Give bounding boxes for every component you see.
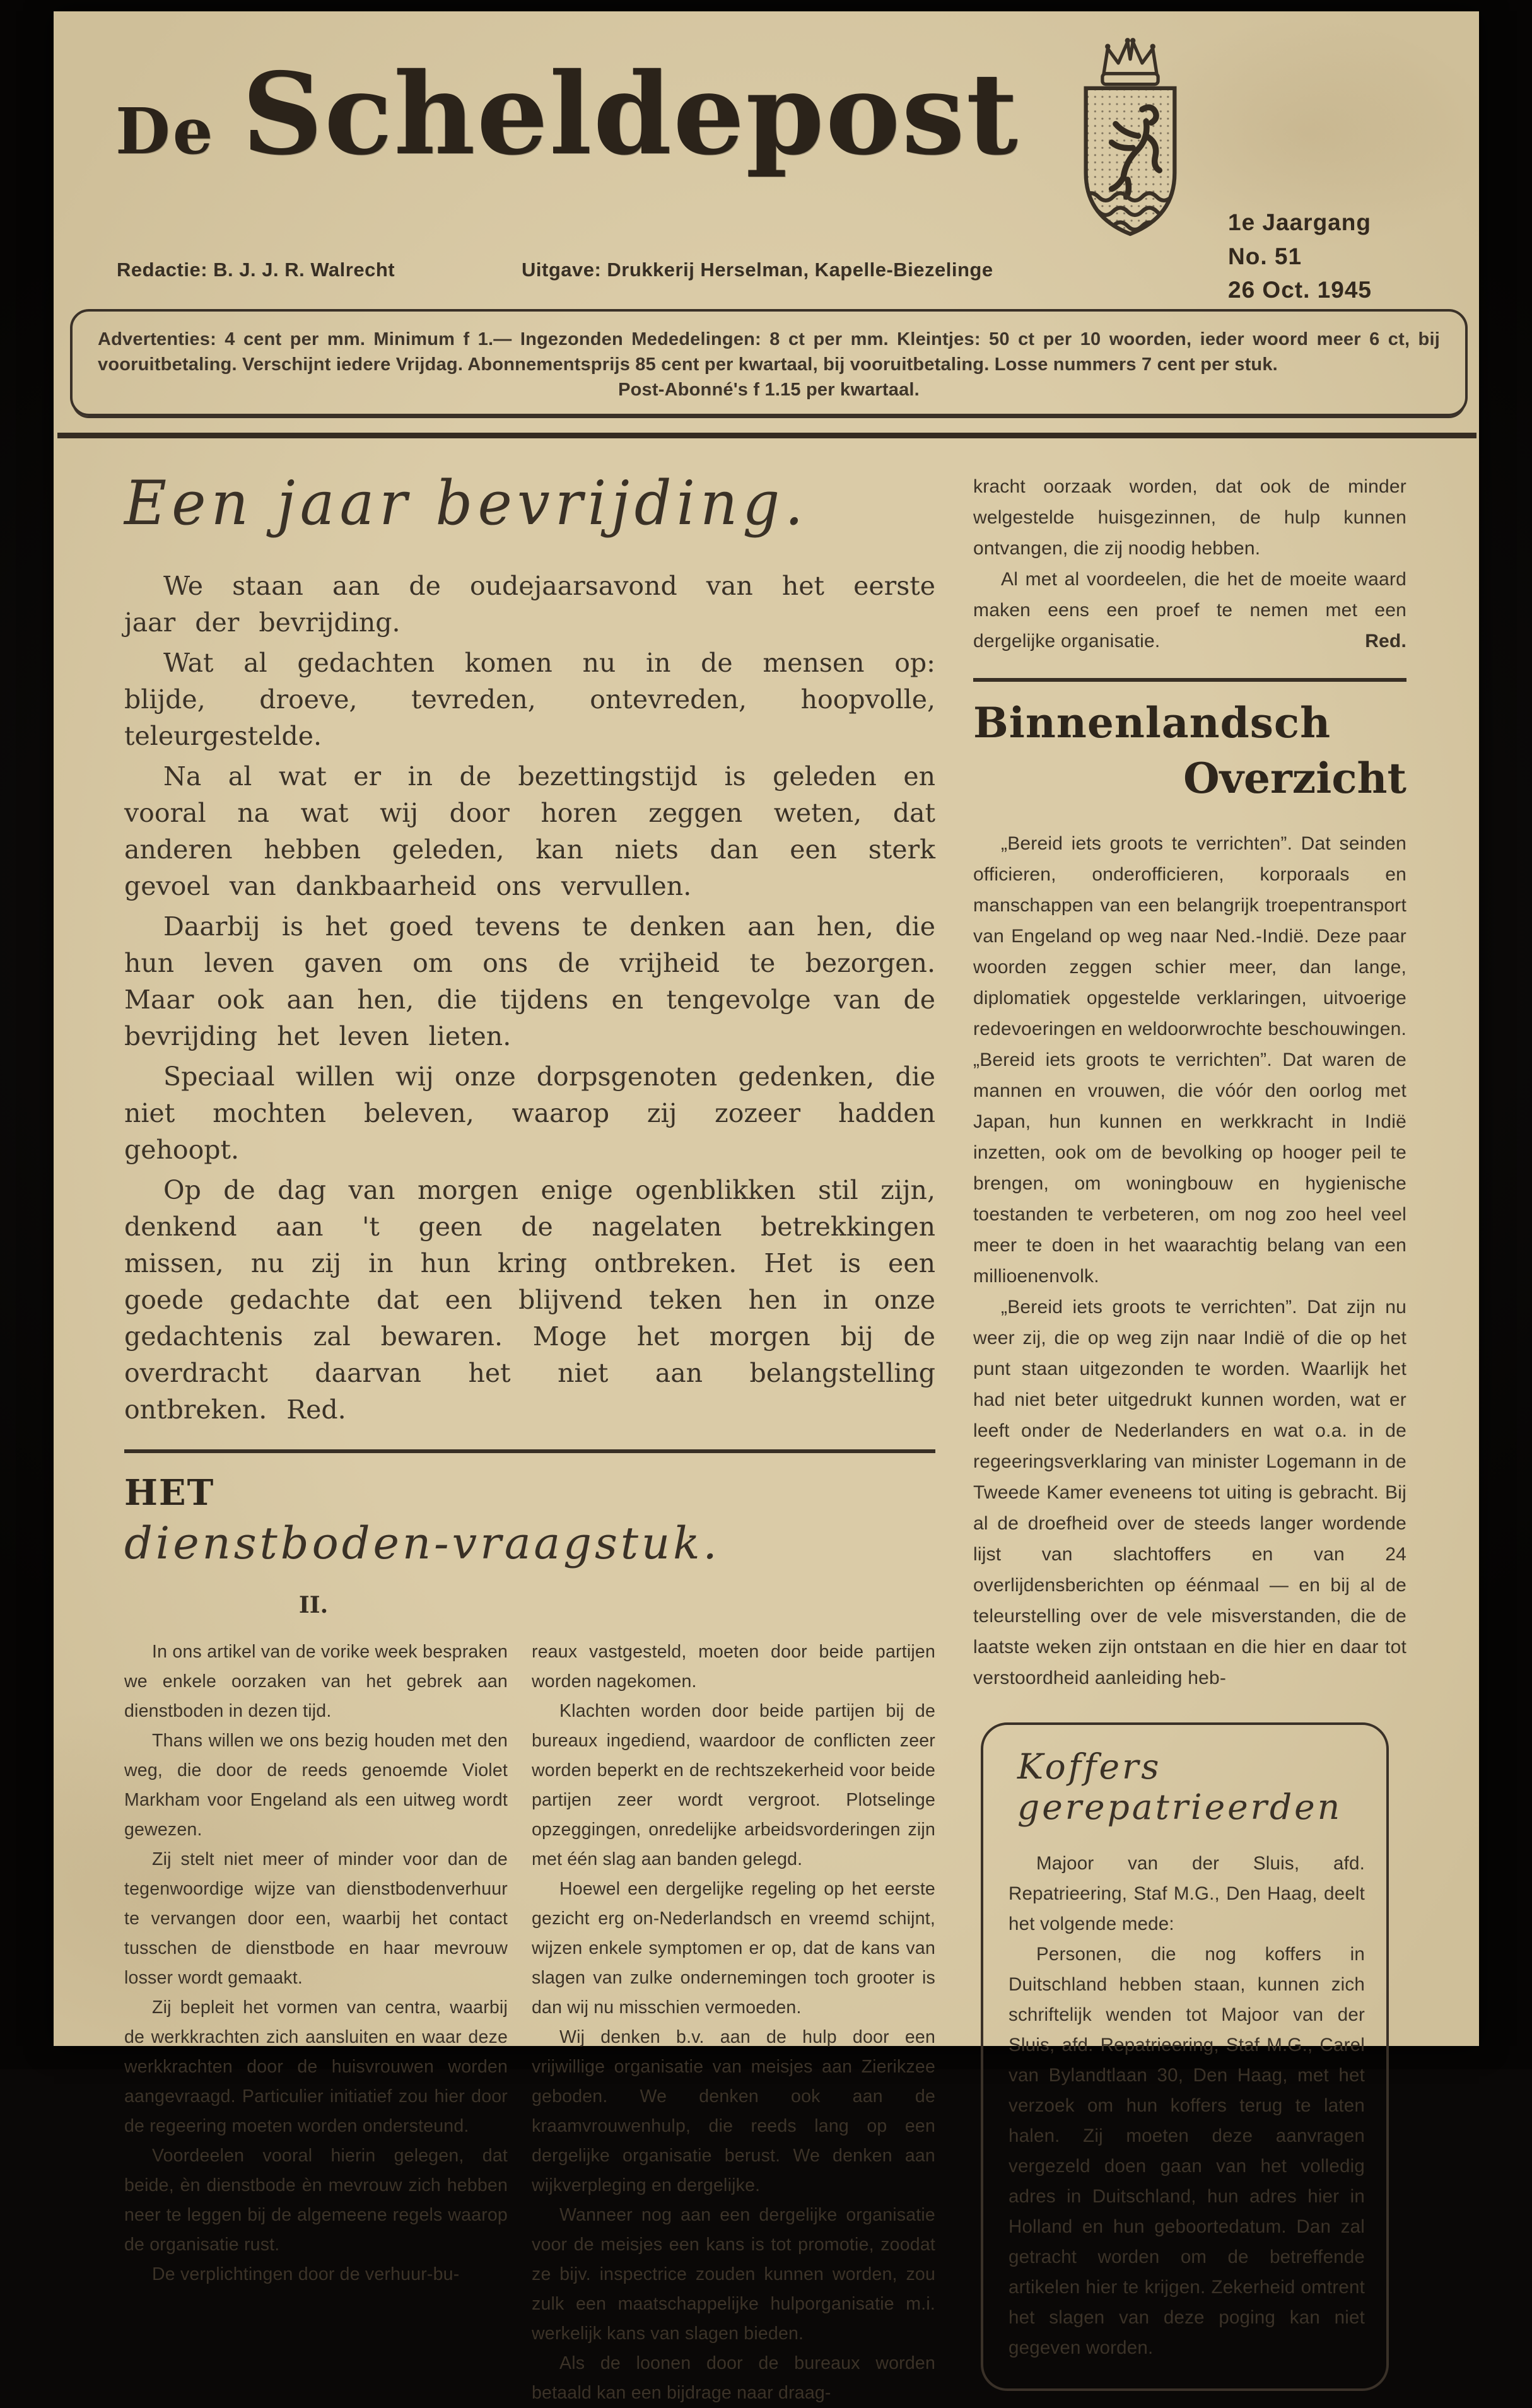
title-line-2: Overzicht	[1183, 754, 1406, 804]
article-title-een-jaar-bevrijding: Een jaar bevrijding.	[124, 467, 809, 539]
newspaper-page	[54, 11, 1479, 2404]
body-paragraph: Wanneer nog aan een dergelijke organisatie voor de meisjes een kans is tot promotie, zoodat ze bijv. inspectrice zouden kunnen worden, zou zulk een maatschappelijke hulporganisatie m.i. werkelijk kans van slagen bieden.	[532, 2205, 935, 2344]
left-column	[124, 467, 935, 2408]
body-paragraph: De verplichtingen door de verhuur-bu-	[152, 2264, 460, 2285]
dienstboden-heading	[124, 1472, 935, 1618]
koffers-notice-box	[981, 1722, 1389, 2391]
body-paragraph: Thans willen we ons bezig houden met den weg, die door de reeds genoemde Violet Markham voor Engeland als een uitweg wordt gewezen.	[124, 1731, 508, 1840]
notice-title: Koffers gerepatrieerden	[1017, 1746, 1343, 1828]
issue-info	[1228, 206, 1372, 307]
body-paragraph: In ons artikel van de vorike week bespraken we enkele oorzaken van het gebrek aan dienstboden in dezen tijd.	[124, 1642, 508, 1722]
title-prefix: De	[115, 94, 216, 168]
header-divider	[57, 433, 1476, 438]
heading-het: HET	[124, 1472, 215, 1514]
colophon-last-line: Post-Abonné's f 1.15 per kwartaal.	[618, 380, 920, 400]
article-paragraph: Op de dag van morgen enige ogenblikken stil zijn, denkend aan 't geen de nagelaten betrekkingen missen, nu zij in hun kring ontbreken. Het is een goede gedachte dat een blijvend teken hen in onze gedachtenis zal bewaren. Moge het morgen bij de overdracht daarvan het niet aan belangstelling ontbreken. Red.	[124, 1175, 935, 1425]
section-divider	[124, 1449, 935, 1453]
body-paragraph: Zij bepleit het vormen van centra, waarbij de werkkrachten zich aansluiten en waar deze werkkrachten door de huisvrouwen worden aangevraagd. Particulier initiatief zou hier door de regeering moeten worden ondersteund.	[124, 1997, 508, 2137]
body-paragraph: „Bereid iets groots te verrichten”. Dat seinden officieren, onderofficieren, korporaals en manschappen van een belangrijk troepentransport van Engeland op weg naar Ned.-Indië. Deze paar woorden zeggen schier meer, dan lange, diplomatiek opgestelde verklaringen, uitvoerige redevoeringen en weldoorwrochte beschouwingen. „Bereid iets groots te verrichten”. Dat waren de mannen en vrouwen, die vóór den oorlog met Japan, hun kunnen en werkkracht in Indië inzetten, ook om de bevolking op hooger peil te brengen, om woningbouw en hygienische toestanden te verbeteren, om nog zoo heel veel meer te doen in het waarachtig belang van een millioenenvolk.	[973, 833, 1406, 1287]
article-dienstboden-vraagstuk	[124, 1472, 935, 2408]
body-paragraph: Als de loonen door de bureaux worden betaald kan een bijdrage naar draag-	[532, 2353, 935, 2404]
paragraph-text: Al met al voordeelen, die het de moeite waard maken eens een proef te nemen met een dergelijke organisatie.	[973, 569, 1406, 652]
dienstboden-column-2	[532, 1637, 935, 2408]
redactie-line: Redactie: B. J. J. R. Walrecht	[117, 259, 395, 281]
column-divider	[973, 678, 1406, 682]
body-paragraph: Hoewel een dergelijke regeling op het eerste gezicht erg on-Nederlandsch en vreemd schijnt, wijzen enkele symptomen er op, dat de kans van slagen van zulke ondernemingen toch grooter is dan wij nu misschien vermoeden.	[532, 1879, 935, 2018]
body-paragraph: Zij stelt niet meer of minder voor dan de tegenwoordige wijze van dienstbodenverhuur te vervangen door een, waarbij het contact tusschen de dienstbode en haar mevrouw losser wordt gemaakt.	[124, 1849, 508, 1989]
body-paragraph: Klachten worden door beide partijen bij de bureaux ingediend, waardoor de conflicten zeer worden beperkt en de rechtszekerheid voor beide partijen zeer wordt vergroot. Plotselinge opzeggingen, onredelijke arbeidsvorderingen zijn met één slag aan banden gelegd.	[532, 1701, 935, 1870]
masthead	[54, 11, 1479, 307]
body-paragraph: „Bereid iets groots te verrichten”. Dat zijn nu weer zij, die op weg zijn naar Indië of die op het punt staan uitgezonden te worden. Waarlijk het had niet beter uitgedrukt kunnen worden, wat er leeft onder de Nederlanders en wat o.a. in de regeeringsverklaring van minister Logemann in de Tweede Kamer eveneens tot uiting is gebracht. Bij al de droefheid over de steeds langer wordende lijst van slachtoffers en van 24 overlijdensberichten op éénmaal — en bij al de teleurstelling over de vele misverstanden, die de laatste weken zijn ontstaan en die hier en daar tot verstoordheid aanleiding heb-	[973, 1297, 1406, 1689]
newspaper-title	[115, 48, 1019, 180]
body-paragraph: Voordeelen vooral hierin gelegen, dat beide, èn dienstbode èn mevrouw zich hebben neer te leggen bij de algemeene regels waarop de organisatie rust.	[124, 2146, 508, 2255]
body-paragraph: Wij denken b.v. aan de hulp door een vrijwillige organisatie van meisjes aan Zierikzee geboden. We denken ook aan de kraamvrouwenhulp, die reeds lang op een dergelijke organisatie berust. We denken aan wijkverpleging en dergelijke.	[532, 2027, 935, 2196]
article-paragraph: Wat al gedachten komen nu in de mensen op: blijde, droeve, tevreden, ontevreden, hoopvolle, teleurgestelde.	[124, 648, 935, 752]
article-paragraph: We staan aan de oudejaarsavond van het eerste jaar der bevrijding.	[124, 571, 935, 638]
editor-signature: Red.	[1365, 631, 1406, 652]
colophon-box	[70, 309, 1468, 416]
issue-date: 26 Oct. 1945	[1228, 277, 1372, 303]
part-number: II.	[298, 1592, 329, 1619]
notice-paragraph: Majoor van der Sluis, afd. Repatrieering, Staf M.G., Den Haag, deelt het volgende mede:	[1009, 1853, 1365, 1935]
colophon-text: Advertenties: 4 cent per mm. Minimum f 1.— Ingezonden Mededelingen: 8 ct per mm. Kleintjes: 50 ct per 10 woorden, ieder woord meer 6 ct, bij vooruitbetaling. Verschijnt iedere Vrijdag. Abonnementsprijs 85 cent per kwartaal, bij vooruitbetaling. Losse nummers 7 cent per stuk.	[98, 329, 1440, 375]
continuation-paragraph	[973, 564, 1406, 657]
article-paragraph: Daarbij is het goed tevens te denken aan hen, die hun leven gaven om ons de vrijheid te bezorgen. Maar ook aan hen, die tijdens en tengevolge van de bevrijding het leven lieten.	[124, 911, 935, 1052]
title-line-1: Binnenlandsch	[973, 698, 1331, 748]
title-main: Scheldepost	[242, 48, 1019, 180]
uitgave-line: Uitgave: Drukkerij Herselman, Kapelle-Biezelinge	[522, 259, 993, 281]
right-column	[973, 471, 1406, 2408]
issue-number: No. 51	[1228, 243, 1302, 269]
notice-paragraph: Personen, die nog koffers in Duitschland hebben staan, kunnen zich schriftelijk wenden tot Majoor van der Sluis, afd. Repatrieering, Staf M.G., Carel van Bylandtlaan 30, Den Haag, met het verzoek om hun koffers terug te laten halen. Zij moeten deze aanvragen vergezeld doen gaan van het volledig adres in Duitschland, hun adres hier in Holland en hun geboortedatum. Dan zal getracht worden om de betreffende artikelen hier te krijgen. Zekerheid omtrent het slagen van deze poging kan niet gegeven worden.	[1009, 1944, 1365, 2359]
body-paragraph: reaux vastgesteld, moeten door beide partijen worden nagekomen.	[532, 1642, 935, 1692]
article-paragraph: Na al wat er in de bezettingstijd is geleden en vooral na wat wij door horen zeggen weten, dat anderen hebben geleden, kan niets dan een sterk gevoel van dankbaarheid ons vervullen.	[124, 761, 935, 902]
dienstboden-columns	[124, 1637, 935, 2408]
continuation-paragraph: kracht oorzaak worden, dat ook de minder welgestelde huisgezinnen, de hulp kunnen ontvangen, die zij noodig hebben.	[973, 476, 1406, 559]
issue-jaargang: 1e Jaargang	[1228, 209, 1371, 235]
zeeland-crest-icon	[1061, 37, 1199, 248]
article-paragraph: Speciaal willen wij onze dorpsgenoten gedenken, die niet mochten beleven, waarop zij zozeer hadden gehoopt.	[124, 1061, 935, 1166]
heading-script: dienstboden-vraagstuk.	[124, 1517, 720, 1570]
dienstboden-column-1	[124, 1637, 508, 2408]
article-title-binnenlandsch-overzicht	[973, 698, 1406, 803]
page-columns	[54, 438, 1479, 2408]
